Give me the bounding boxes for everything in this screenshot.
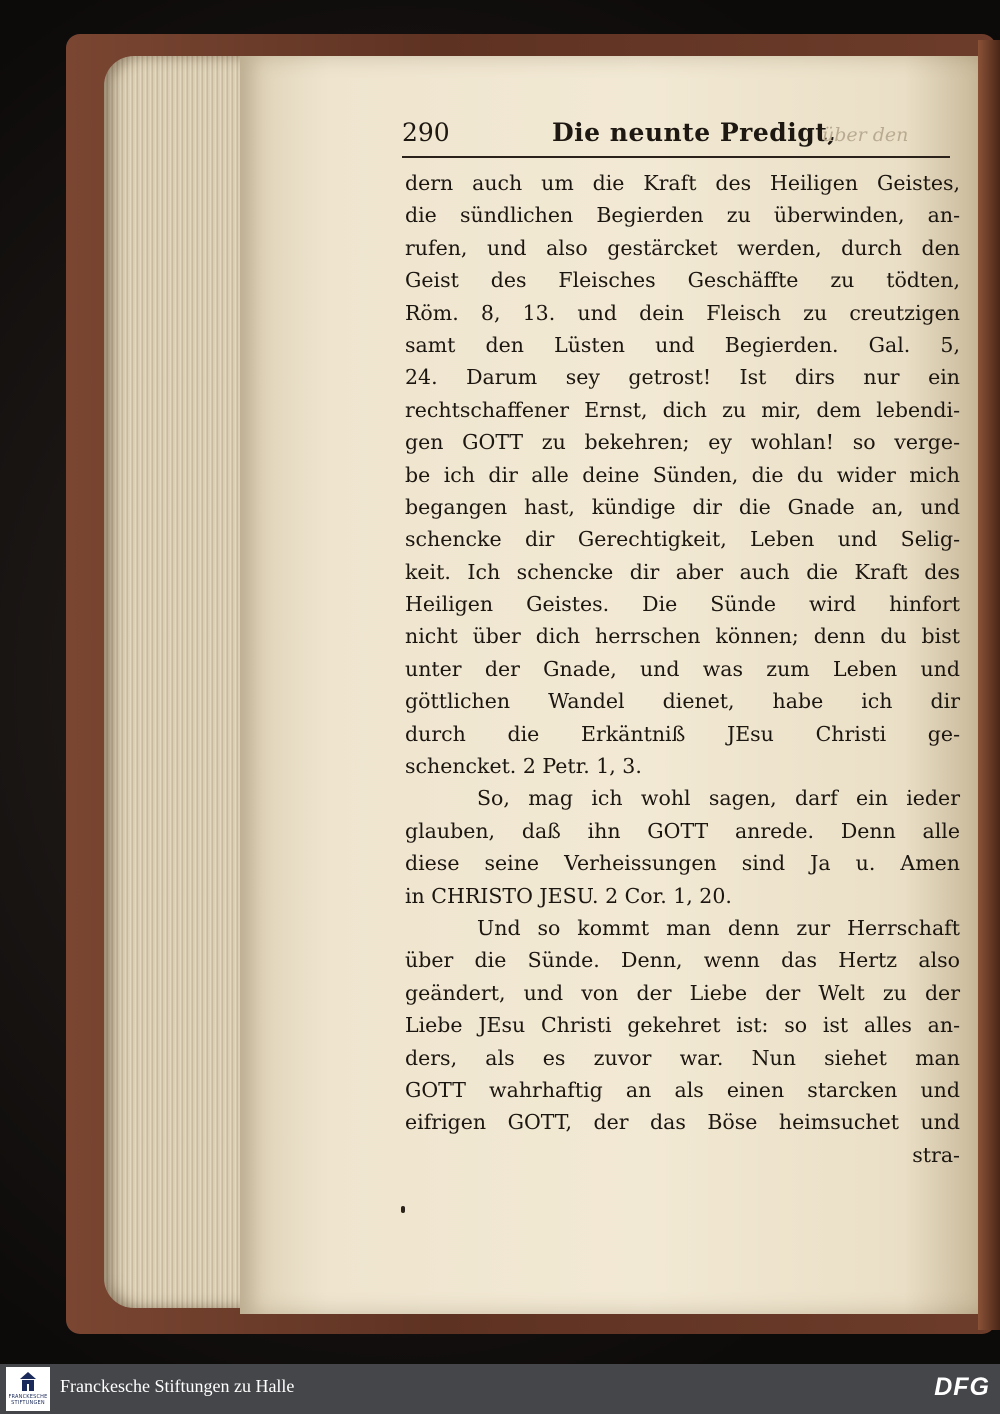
text-line: über die Sünde. Denn, wenn das Hertz also	[405, 948, 960, 973]
text-line: nicht über dich herrschen können; denn du bist	[405, 624, 960, 649]
text-line: diese seine Verheissungen sind Ja u. Amen	[405, 851, 960, 876]
text-line: 24. Darum sey getrost! Ist dirs nur ein	[405, 365, 960, 390]
text-line: rechtschaffener Ernst, dich zu mir, dem lebendi-	[405, 397, 960, 422]
text-line: samt den Lüsten und Begierden. Gal. 5,	[405, 332, 960, 357]
catchword: stra-	[912, 1142, 960, 1167]
text-line: dern auch um die Kraft des Heiligen Geistes,	[405, 171, 960, 195]
text-line: rufen, und also gestärcket werden, durch den	[405, 235, 960, 260]
book-spine-edge	[978, 40, 1000, 1330]
text-line-paragraph-start: Und so kommt man denn zur Herrschaft	[477, 915, 960, 940]
text-line: in CHRISTO JESU. 2 Cor. 1, 20.	[405, 883, 732, 908]
text-line: unter der Gnade, und was zum Leben und	[405, 656, 960, 681]
institution-logo[interactable]	[6, 1367, 50, 1411]
text-line: ders, als es zuvor war. Nun siehet man	[405, 1045, 960, 1070]
text-line: be ich dir alle deine Sünden, die du wider mich	[405, 462, 960, 487]
text-line: die sündlichen Begierden zu überwinden, an-	[405, 203, 960, 228]
text-line: Heiligen Geistes. Die Sünde wird hinfort	[405, 592, 960, 617]
text-line: glauben, daß ihn GOTT anrede. Denn alle	[405, 818, 960, 843]
ink-speck	[401, 1206, 405, 1213]
text-line: GOTT wahrhaftig an als einen starcken und	[405, 1077, 960, 1102]
text-line: gen GOTT zu bekehren; ey wohlan! so verge-	[405, 430, 960, 455]
text-line: Liebe JEsu Christi gekehret ist: so ist alles an-	[405, 1013, 960, 1038]
text-line: schencke dir Gerechtigkeit, Leben und Selig-	[405, 527, 960, 552]
text-line: geändert, und von der Liebe der Welt zu der	[405, 980, 960, 1005]
building-icon	[20, 1372, 36, 1392]
text-line: keit. Ich schencke dir aber auch die Kraft des	[405, 559, 960, 584]
viewer-footer	[0, 1364, 1000, 1414]
running-title: Die neunte Predigt,	[552, 118, 837, 147]
header-rule	[402, 156, 950, 158]
institution-name: Franckesche Stiftungen zu Halle	[60, 1376, 295, 1396]
text-line: durch die Erkäntniß JEsu Christi ge-	[405, 721, 960, 746]
text-line: göttlichen Wandel dienet, habe ich dir	[405, 689, 960, 714]
logo-text: FRANCKESCHE STIFTUNGEN	[8, 1394, 48, 1406]
text-line: begangen hast, kündige dir die Gnade an, und	[405, 494, 960, 519]
bleed-through-text: über den	[822, 124, 909, 146]
page-block-edges	[104, 56, 254, 1308]
dfg-logo[interactable]: DFG	[934, 1373, 990, 1401]
page-header	[402, 118, 962, 152]
text-line-paragraph-start: So, mag ich wohl sagen, darf ein ieder	[477, 786, 960, 811]
text-line: Geist des Fleisches Geschäffte zu tödten,	[405, 268, 960, 293]
text-line: Röm. 8, 13. und dein Fleisch zu creutzigen	[405, 300, 960, 325]
page-number: 290	[402, 118, 450, 147]
text-line: schencket. 2 Petr. 1, 3.	[405, 754, 642, 779]
text-line: eifrigen GOTT, der das Böse heimsuchet und	[405, 1110, 960, 1135]
body-text	[405, 167, 960, 1171]
